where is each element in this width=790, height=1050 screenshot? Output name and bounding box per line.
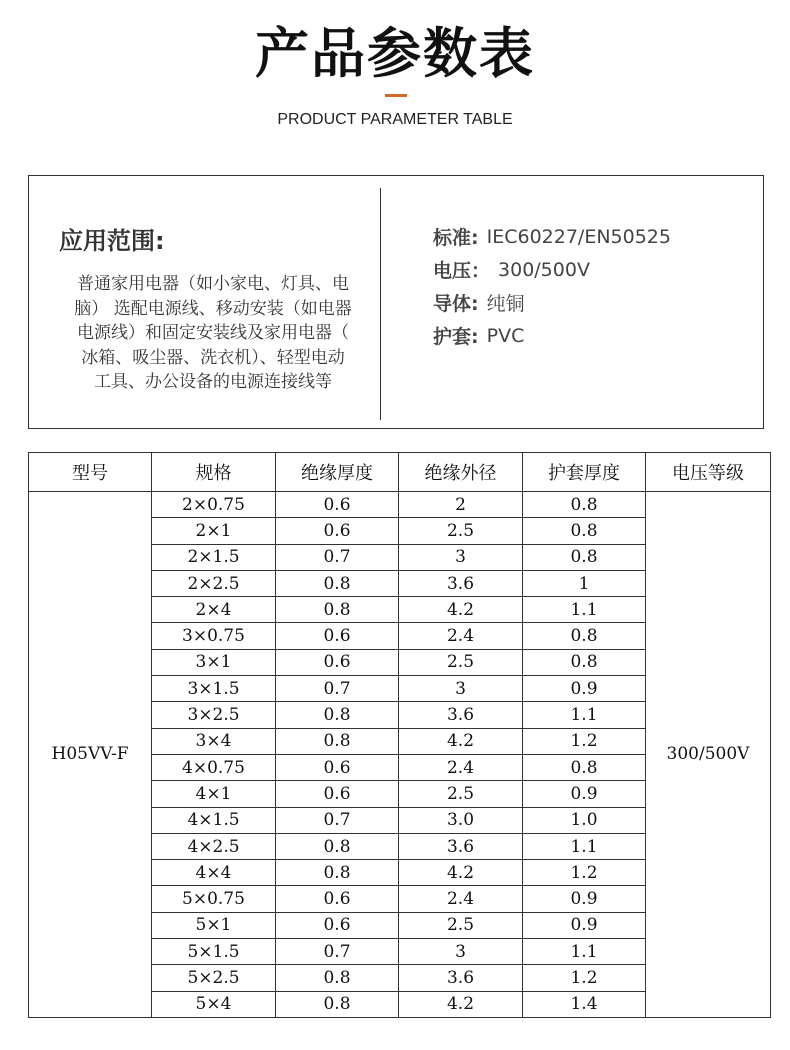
cell-spec: 2×0.75 — [152, 492, 276, 518]
cell-spec: 3×1 — [152, 649, 276, 675]
cell-spec: 3×2.5 — [152, 702, 276, 728]
application-heading: 应用范围: — [59, 227, 165, 255]
cell-spec: 3×1.5 — [152, 676, 276, 702]
cell-insulation-thickness: 0.7 — [276, 676, 399, 702]
parameter-table — [28, 452, 771, 1018]
cell-sheath-thickness: 0.9 — [523, 676, 646, 702]
cell-sheath-thickness: 0.8 — [523, 754, 646, 780]
cell-insulation-diameter: 2 — [399, 492, 523, 518]
application-line: 脑） 选配电源线、移动安装（如电器 — [74, 298, 352, 319]
header-insulation-thickness: 绝缘厚度 — [276, 453, 399, 492]
cell-sheath-thickness: 0.8 — [523, 623, 646, 649]
cell-sheath-thickness: 1 — [523, 570, 646, 596]
cell-insulation-thickness: 0.6 — [276, 623, 399, 649]
spec-label: 护套: — [433, 326, 479, 348]
cell-insulation-diameter: 2.4 — [399, 886, 523, 912]
application-line: 工具、办公设备的电源连接线等 — [94, 372, 332, 393]
cell-insulation-thickness: 0.8 — [276, 597, 399, 623]
spec-label: 导体: — [433, 293, 479, 315]
application-line: 电源线）和固定安装线及家用电器（ — [77, 323, 349, 344]
application-description — [51, 272, 375, 395]
spec-value: IEC60227/EN50525 — [486, 225, 671, 248]
cell-spec: 3×4 — [152, 728, 276, 754]
cell-insulation-diameter: 2.5 — [399, 518, 523, 544]
cell-spec: 3×0.75 — [152, 623, 276, 649]
info-box — [28, 175, 764, 429]
cell-insulation-thickness: 0.6 — [276, 518, 399, 544]
cell-spec: 4×1.5 — [152, 807, 276, 833]
cell-insulation-thickness: 0.7 — [276, 939, 399, 965]
cell-sheath-thickness: 1.1 — [523, 939, 646, 965]
cell-sheath-thickness: 1.2 — [523, 860, 646, 886]
cell-insulation-thickness: 0.6 — [276, 649, 399, 675]
spec-value: 纯铜 — [486, 293, 525, 315]
cell-spec: 5×1 — [152, 912, 276, 938]
cell-sheath-thickness: 0.8 — [523, 492, 646, 518]
spec-value: 300/500V — [498, 258, 590, 281]
cell-sheath-thickness: 1.1 — [523, 833, 646, 859]
cell-sheath-thickness: 0.9 — [523, 912, 646, 938]
cell-insulation-thickness: 0.6 — [276, 754, 399, 780]
cell-spec: 5×2.5 — [152, 965, 276, 991]
cell-spec: 2×1.5 — [152, 544, 276, 570]
header-sheath-thickness: 护套厚度 — [523, 453, 646, 492]
info-divider — [380, 188, 381, 420]
cell-sheath-thickness: 0.9 — [523, 781, 646, 807]
cell-insulation-thickness: 0.8 — [276, 728, 399, 754]
cell-sheath-thickness: 1.2 — [523, 965, 646, 991]
page-title: 产品参数表 — [255, 22, 535, 85]
spec-list — [433, 220, 671, 352]
table-row — [29, 492, 771, 518]
cell-insulation-thickness: 0.7 — [276, 807, 399, 833]
cell-model: H05VV-F — [29, 492, 152, 1018]
cell-insulation-thickness: 0.6 — [276, 781, 399, 807]
title-accent-line — [385, 94, 407, 97]
cell-sheath-thickness: 1.4 — [523, 991, 646, 1017]
cell-insulation-diameter: 2.5 — [399, 781, 523, 807]
cell-insulation-thickness: 0.8 — [276, 702, 399, 728]
spec-voltage — [433, 253, 671, 286]
page-subtitle: PRODUCT PARAMETER TABLE — [277, 111, 513, 128]
spec-label: 电压： — [433, 260, 491, 282]
cell-sheath-thickness: 1.1 — [523, 597, 646, 623]
cell-insulation-diameter: 4.2 — [399, 991, 523, 1017]
table-header-row — [29, 453, 771, 492]
cell-insulation-diameter: 3.6 — [399, 570, 523, 596]
spec-standard — [433, 220, 671, 253]
cell-insulation-diameter: 3.6 — [399, 833, 523, 859]
cell-spec: 2×4 — [152, 597, 276, 623]
header-insulation-diameter: 绝缘外径 — [399, 453, 523, 492]
cell-spec: 4×4 — [152, 860, 276, 886]
cell-insulation-diameter: 2.4 — [399, 623, 523, 649]
cell-spec: 2×2.5 — [152, 570, 276, 596]
cell-sheath-thickness: 0.8 — [523, 544, 646, 570]
cell-spec: 5×4 — [152, 991, 276, 1017]
cell-insulation-diameter: 3.6 — [399, 702, 523, 728]
cell-insulation-thickness: 0.8 — [276, 965, 399, 991]
cell-sheath-thickness: 1.0 — [523, 807, 646, 833]
cell-insulation-diameter: 2.5 — [399, 912, 523, 938]
cell-insulation-diameter: 4.2 — [399, 597, 523, 623]
cell-insulation-thickness: 0.8 — [276, 991, 399, 1017]
cell-insulation-diameter: 2.5 — [399, 649, 523, 675]
cell-insulation-thickness: 0.8 — [276, 860, 399, 886]
cell-spec: 5×1.5 — [152, 939, 276, 965]
cell-insulation-thickness: 0.6 — [276, 912, 399, 938]
spec-conductor — [433, 286, 671, 319]
cell-insulation-thickness: 0.7 — [276, 544, 399, 570]
header-model: 型号 — [29, 453, 152, 492]
cell-insulation-thickness: 0.8 — [276, 833, 399, 859]
cell-insulation-thickness: 0.6 — [276, 492, 399, 518]
cell-voltage-rating: 300/500V — [646, 492, 771, 1018]
cell-sheath-thickness: 0.9 — [523, 886, 646, 912]
spec-sheath — [433, 319, 671, 352]
application-line: 冰箱、吸尘器、洗衣机）、轻型电动 — [81, 347, 345, 368]
cell-spec: 4×2.5 — [152, 833, 276, 859]
cell-insulation-diameter: 3 — [399, 544, 523, 570]
cell-sheath-thickness: 1.1 — [523, 702, 646, 728]
cell-insulation-diameter: 3 — [399, 939, 523, 965]
cell-insulation-diameter: 2.4 — [399, 754, 523, 780]
cell-sheath-thickness: 0.8 — [523, 649, 646, 675]
header-spec: 规格 — [152, 453, 276, 492]
spec-value: PVC — [486, 324, 525, 347]
cell-insulation-thickness: 0.6 — [276, 886, 399, 912]
cell-spec: 5×0.75 — [152, 886, 276, 912]
cell-spec: 2×1 — [152, 518, 276, 544]
header-voltage-rating: 电压等级 — [646, 453, 771, 492]
cell-insulation-diameter: 3 — [399, 676, 523, 702]
cell-spec: 4×1 — [152, 781, 276, 807]
cell-spec: 4×0.75 — [152, 754, 276, 780]
table-body — [29, 492, 771, 1018]
cell-insulation-thickness: 0.8 — [276, 570, 399, 596]
cell-insulation-diameter: 3.0 — [399, 807, 523, 833]
cell-insulation-diameter: 4.2 — [399, 728, 523, 754]
cell-insulation-diameter: 3.6 — [399, 965, 523, 991]
cell-sheath-thickness: 0.8 — [523, 518, 646, 544]
application-line: 普通家用电器（如小家电、灯具、电 — [77, 274, 349, 294]
cell-sheath-thickness: 1.2 — [523, 728, 646, 754]
cell-insulation-diameter: 4.2 — [399, 860, 523, 886]
spec-label: 标准: — [433, 227, 479, 249]
